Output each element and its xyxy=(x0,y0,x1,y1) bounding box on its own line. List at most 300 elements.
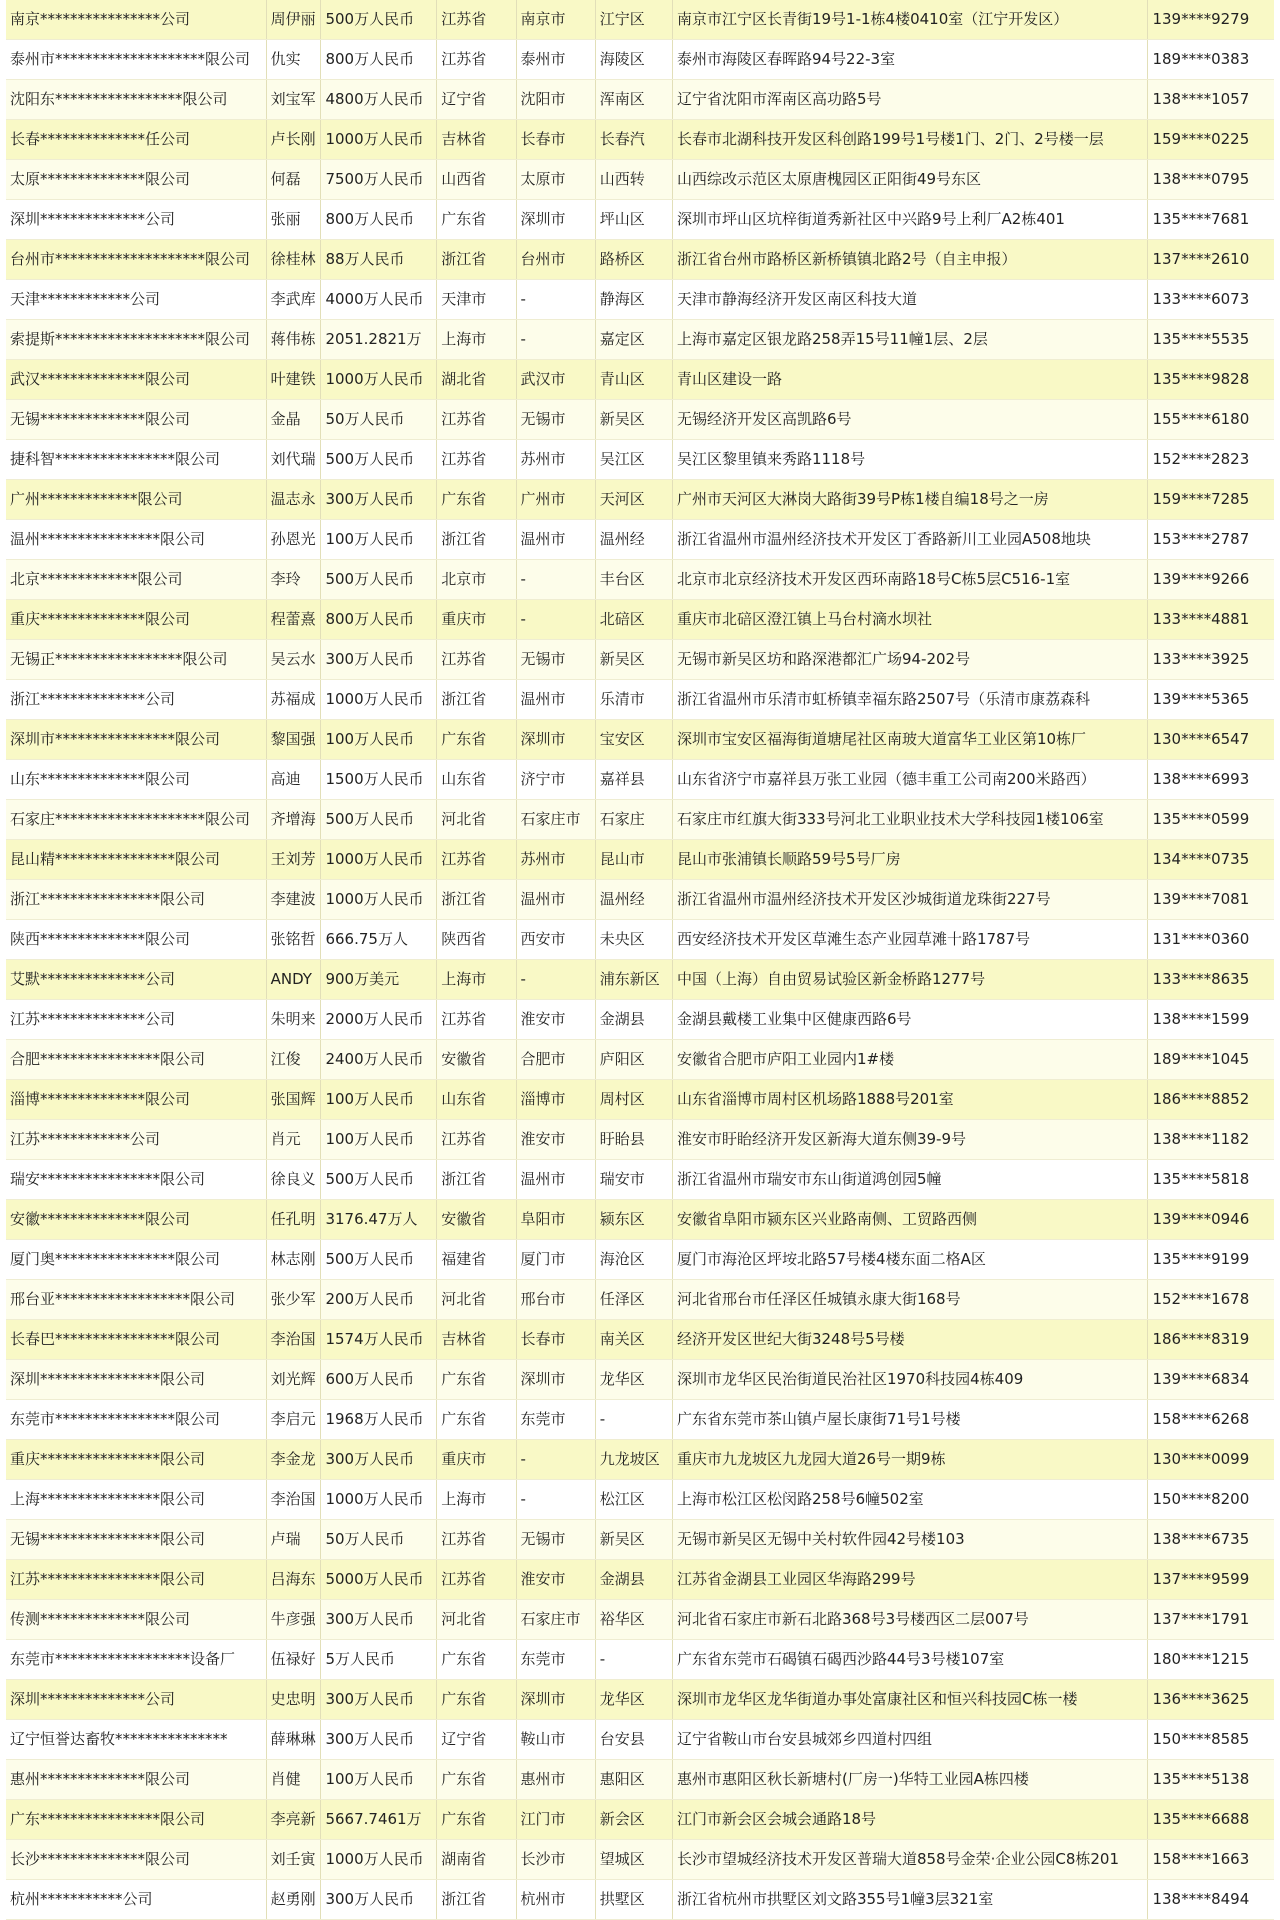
company-name-cell: 山东**************限公司 xyxy=(6,760,266,800)
district-cell: 天河区 xyxy=(595,480,672,520)
province-cell: 浙江省 xyxy=(437,520,516,560)
district-cell: 拱墅区 xyxy=(595,1880,672,1920)
registered-capital-cell: 500万人民币 xyxy=(321,560,437,600)
province-cell: 上海市 xyxy=(437,960,516,1000)
phone-cell: 186****8852 xyxy=(1148,1080,1274,1120)
table-row xyxy=(6,1720,1274,1760)
district-cell: 盱眙县 xyxy=(595,1120,672,1160)
province-cell: 湖北省 xyxy=(437,360,516,400)
registered-capital-cell: 100万人民币 xyxy=(321,1120,437,1160)
city-cell: 东莞市 xyxy=(516,1400,595,1440)
phone-cell: 135****7681 xyxy=(1148,200,1274,240)
registered-capital-cell: 4800万人民币 xyxy=(321,80,437,120)
registered-capital-cell: 3176.47万人 xyxy=(321,1200,437,1240)
legal-rep-cell: 李建波 xyxy=(266,880,321,920)
city-cell: 厦门市 xyxy=(516,1240,595,1280)
city-cell: 江门市 xyxy=(516,1800,595,1840)
company-name-cell: 淄博**************限公司 xyxy=(6,1080,266,1120)
company-name-cell: 无锡**************限公司 xyxy=(6,400,266,440)
phone-cell: 137****9599 xyxy=(1148,1560,1274,1600)
district-cell: 青山区 xyxy=(595,360,672,400)
company-name-cell: 浙江****************限公司 xyxy=(6,880,266,920)
city-cell: - xyxy=(516,1480,595,1520)
province-cell: 重庆市 xyxy=(437,600,516,640)
phone-cell: 135****5535 xyxy=(1148,320,1274,360)
province-cell: 山东省 xyxy=(437,1080,516,1120)
province-cell: 福建省 xyxy=(437,1240,516,1280)
legal-rep-cell: 周伊丽 xyxy=(266,0,321,40)
company-name-cell: 南京****************公司 xyxy=(6,0,266,40)
district-cell: 长春汽 xyxy=(595,120,672,160)
phone-cell: 138****1182 xyxy=(1148,1120,1274,1160)
phone-cell: 130****6547 xyxy=(1148,720,1274,760)
district-cell: 新吴区 xyxy=(595,640,672,680)
province-cell: 江苏省 xyxy=(437,1000,516,1040)
province-cell: 广东省 xyxy=(437,1680,516,1720)
company-name-cell: 重庆**************限公司 xyxy=(6,600,266,640)
city-cell: 合肥市 xyxy=(516,1040,595,1080)
city-cell: 杭州市 xyxy=(516,1880,595,1920)
address-cell: 天津市静海经济开发区南区科技大道 xyxy=(672,280,1148,320)
phone-cell: 130****0099 xyxy=(1148,1440,1274,1480)
city-cell: - xyxy=(516,960,595,1000)
company-name-cell: 深圳市****************限公司 xyxy=(6,720,266,760)
address-cell: 浙江省温州市乐清市虹桥镇幸福东路2507号（乐清市康荔森科 xyxy=(672,680,1148,720)
address-cell: 浙江省温州市温州经济技术开发区丁香路新川工业园A508地块 xyxy=(672,520,1148,560)
address-cell: 金湖县戴楼工业集中区健康西路6号 xyxy=(672,1000,1148,1040)
district-cell: 温州经 xyxy=(595,880,672,920)
phone-cell: 135****9199 xyxy=(1148,1240,1274,1280)
district-cell: 海陵区 xyxy=(595,40,672,80)
registered-capital-cell: 1968万人民币 xyxy=(321,1400,437,1440)
district-cell: 丰台区 xyxy=(595,560,672,600)
table-row xyxy=(6,960,1274,1000)
registered-capital-cell: 500万人民币 xyxy=(321,800,437,840)
registered-capital-cell: 2051.2821万 xyxy=(321,320,437,360)
province-cell: 江苏省 xyxy=(437,40,516,80)
legal-rep-cell: 李治国 xyxy=(266,1480,321,1520)
table-row xyxy=(6,1000,1274,1040)
district-cell: 金湖县 xyxy=(595,1560,672,1600)
legal-rep-cell: 张少军 xyxy=(266,1280,321,1320)
registered-capital-cell: 500万人民币 xyxy=(321,0,437,40)
address-cell: 广州市天河区大淋岗大路街39号P栋1楼自编18号之一房 xyxy=(672,480,1148,520)
company-name-cell: 传测**************限公司 xyxy=(6,1600,266,1640)
address-cell: 山西综改示范区太原唐槐园区正阳街49号东区 xyxy=(672,160,1148,200)
city-cell: - xyxy=(516,600,595,640)
city-cell: 石家庄市 xyxy=(516,800,595,840)
province-cell: 浙江省 xyxy=(437,1160,516,1200)
address-cell: 浙江省温州市温州经济技术开发区沙城街道龙珠街227号 xyxy=(672,880,1148,920)
district-cell: 昆山市 xyxy=(595,840,672,880)
table-row xyxy=(6,1080,1274,1120)
phone-cell: 133****4881 xyxy=(1148,600,1274,640)
address-cell: 浙江省杭州市拱墅区刘文路355号1幢3层321室 xyxy=(672,1880,1148,1920)
phone-cell: 138****0795 xyxy=(1148,160,1274,200)
registered-capital-cell: 5000万人民币 xyxy=(321,1560,437,1600)
company-name-cell: 重庆****************限公司 xyxy=(6,1440,266,1480)
company-name-cell: 惠州**************限公司 xyxy=(6,1760,266,1800)
legal-rep-cell: 李玲 xyxy=(266,560,321,600)
legal-rep-cell: 肖健 xyxy=(266,1760,321,1800)
city-cell: 深圳市 xyxy=(516,720,595,760)
address-cell: 浙江省温州市瑞安市东山街道鸿创园5幢 xyxy=(672,1160,1148,1200)
table-row xyxy=(6,1680,1274,1720)
legal-rep-cell: 吴云水 xyxy=(266,640,321,680)
district-cell: - xyxy=(595,1400,672,1440)
company-name-cell: 安徽**************限公司 xyxy=(6,1200,266,1240)
province-cell: 江苏省 xyxy=(437,640,516,680)
address-cell: 昆山市张浦镇长顺路59号5号厂房 xyxy=(672,840,1148,880)
table-row xyxy=(6,80,1274,120)
legal-rep-cell: 刘光辉 xyxy=(266,1360,321,1400)
district-cell: 海沧区 xyxy=(595,1240,672,1280)
table-row xyxy=(6,1880,1274,1920)
district-cell: 浑南区 xyxy=(595,80,672,120)
phone-cell: 134****0735 xyxy=(1148,840,1274,880)
district-cell: 龙华区 xyxy=(595,1680,672,1720)
registered-capital-cell: 5万人民币 xyxy=(321,1640,437,1680)
table-row xyxy=(6,520,1274,560)
city-cell: 泰州市 xyxy=(516,40,595,80)
registered-capital-cell: 100万人民币 xyxy=(321,1760,437,1800)
city-cell: 淮安市 xyxy=(516,1000,595,1040)
district-cell: 金湖县 xyxy=(595,1000,672,1040)
company-name-cell: 无锡****************限公司 xyxy=(6,1520,266,1560)
address-cell: 重庆市九龙坡区九龙园大道26号一期9栋 xyxy=(672,1440,1148,1480)
legal-rep-cell: 李武库 xyxy=(266,280,321,320)
company-name-cell: 陕西**************限公司 xyxy=(6,920,266,960)
address-cell: 无锡市新吴区坊和路深港都汇广场94-202号 xyxy=(672,640,1148,680)
legal-rep-cell: 苏福成 xyxy=(266,680,321,720)
company-name-cell: 北京*************限公司 xyxy=(6,560,266,600)
district-cell: 新吴区 xyxy=(595,1520,672,1560)
province-cell: 江苏省 xyxy=(437,440,516,480)
phone-cell: 139****7081 xyxy=(1148,880,1274,920)
address-cell: 浙江省台州市路桥区新桥镇镇北路2号（自主申报） xyxy=(672,240,1148,280)
table-row xyxy=(6,800,1274,840)
city-cell: 无锡市 xyxy=(516,1520,595,1560)
legal-rep-cell: 林志刚 xyxy=(266,1240,321,1280)
table-row xyxy=(6,560,1274,600)
address-cell: 惠州市惠阳区秋长新塘村(厂房一)华特工业园A栋四楼 xyxy=(672,1760,1148,1800)
city-cell: 台州市 xyxy=(516,240,595,280)
company-name-cell: 广州*************限公司 xyxy=(6,480,266,520)
company-name-cell: 艾默**************公司 xyxy=(6,960,266,1000)
legal-rep-cell: 李亮新 xyxy=(266,1800,321,1840)
table-row xyxy=(6,120,1274,160)
registered-capital-cell: 200万人民币 xyxy=(321,1280,437,1320)
province-cell: 山西省 xyxy=(437,160,516,200)
province-cell: 广东省 xyxy=(437,480,516,520)
district-cell: 石家庄 xyxy=(595,800,672,840)
province-cell: 天津市 xyxy=(437,280,516,320)
city-cell: 淮安市 xyxy=(516,1560,595,1600)
registered-capital-cell: 800万人民币 xyxy=(321,600,437,640)
province-cell: 广东省 xyxy=(437,200,516,240)
legal-rep-cell: 程蕾熹 xyxy=(266,600,321,640)
company-name-cell: 长沙**************限公司 xyxy=(6,1840,266,1880)
city-cell: 长春市 xyxy=(516,120,595,160)
city-cell: 沈阳市 xyxy=(516,80,595,120)
province-cell: 浙江省 xyxy=(437,1880,516,1920)
district-cell: 静海区 xyxy=(595,280,672,320)
legal-rep-cell: 赵勇刚 xyxy=(266,1880,321,1920)
city-cell: 鞍山市 xyxy=(516,1720,595,1760)
company-name-cell: 深圳**************公司 xyxy=(6,200,266,240)
registered-capital-cell: 666.75万人 xyxy=(321,920,437,960)
table-row xyxy=(6,1400,1274,1440)
table-row xyxy=(6,640,1274,680)
registered-capital-cell: 500万人民币 xyxy=(321,1160,437,1200)
province-cell: 江苏省 xyxy=(437,0,516,40)
table-row xyxy=(6,1360,1274,1400)
address-cell: 河北省邢台市任泽区任城镇永康大街168号 xyxy=(672,1280,1148,1320)
address-cell: 长春市北湖科技开发区科创路199号1号楼1门、2门、2号楼一层 xyxy=(672,120,1148,160)
registered-capital-cell: 50万人民币 xyxy=(321,1520,437,1560)
table-row xyxy=(6,160,1274,200)
province-cell: 安徽省 xyxy=(437,1040,516,1080)
address-cell: 河北省石家庄市新石北路368号3号楼西区二层007号 xyxy=(672,1600,1148,1640)
district-cell: 任泽区 xyxy=(595,1280,672,1320)
city-cell: 温州市 xyxy=(516,520,595,560)
address-cell: 厦门市海沧区坪垵北路57号楼4楼东面二格A区 xyxy=(672,1240,1148,1280)
registered-capital-cell: 1000万人民币 xyxy=(321,1840,437,1880)
city-cell: 无锡市 xyxy=(516,640,595,680)
phone-cell: 152****2823 xyxy=(1148,440,1274,480)
address-cell: 辽宁省沈阳市浑南区高功路5号 xyxy=(672,80,1148,120)
registered-capital-cell: 50万人民币 xyxy=(321,400,437,440)
phone-cell: 189****0383 xyxy=(1148,40,1274,80)
district-cell: 周村区 xyxy=(595,1080,672,1120)
table-row xyxy=(6,1640,1274,1680)
registered-capital-cell: 500万人民币 xyxy=(321,440,437,480)
table-row xyxy=(6,360,1274,400)
phone-cell: 153****2787 xyxy=(1148,520,1274,560)
address-cell: 青山区建设一路 xyxy=(672,360,1148,400)
phone-cell: 133****3925 xyxy=(1148,640,1274,680)
phone-cell: 138****6735 xyxy=(1148,1520,1274,1560)
city-cell: 西安市 xyxy=(516,920,595,960)
phone-cell: 138****1599 xyxy=(1148,1000,1274,1040)
province-cell: 辽宁省 xyxy=(437,80,516,120)
table-row xyxy=(6,200,1274,240)
phone-cell: 139****9266 xyxy=(1148,560,1274,600)
phone-cell: 180****1215 xyxy=(1148,1640,1274,1680)
table-row xyxy=(6,400,1274,440)
table-row xyxy=(6,1440,1274,1480)
city-cell: 石家庄市 xyxy=(516,1600,595,1640)
province-cell: 上海市 xyxy=(437,320,516,360)
address-cell: 上海市松江区松闵路258号6幢502室 xyxy=(672,1480,1148,1520)
table-row xyxy=(6,1760,1274,1800)
company-name-cell: 厦门奥****************限公司 xyxy=(6,1240,266,1280)
company-name-cell: 瑞安****************限公司 xyxy=(6,1160,266,1200)
table-row xyxy=(6,1520,1274,1560)
address-cell: 深圳市坪山区坑梓街道秀新社区中兴路9号上利厂A2栋401 xyxy=(672,200,1148,240)
province-cell: 河北省 xyxy=(437,1280,516,1320)
city-cell: 无锡市 xyxy=(516,400,595,440)
province-cell: 陕西省 xyxy=(437,920,516,960)
district-cell: 未央区 xyxy=(595,920,672,960)
legal-rep-cell: 薛琳琳 xyxy=(266,1720,321,1760)
city-cell: 济宁市 xyxy=(516,760,595,800)
district-cell: 路桥区 xyxy=(595,240,672,280)
city-cell: 淮安市 xyxy=(516,1120,595,1160)
legal-rep-cell: 黎国强 xyxy=(266,720,321,760)
address-cell: 石家庄市红旗大街333号河北工业职业技术大学科技园1楼106室 xyxy=(672,800,1148,840)
address-cell: 深圳市宝安区福海街道塘尾社区南玻大道富华工业区第10栋厂 xyxy=(672,720,1148,760)
company-name-cell: 辽宁恒誉达畜牧*************** xyxy=(6,1720,266,1760)
address-cell: 长沙市望城经济技术开发区普瑞大道858号金荣·企业公园C8栋201 xyxy=(672,1840,1148,1880)
city-cell: - xyxy=(516,320,595,360)
table-row xyxy=(6,1480,1274,1520)
address-cell: 上海市嘉定区银龙路258弄15号11幢1层、2层 xyxy=(672,320,1148,360)
phone-cell: 138****1057 xyxy=(1148,80,1274,120)
table-row xyxy=(6,1320,1274,1360)
table-row xyxy=(6,760,1274,800)
address-cell: 泰州市海陵区春晖路94号22-3室 xyxy=(672,40,1148,80)
district-cell: 瑞安市 xyxy=(595,1160,672,1200)
legal-rep-cell: ANDY xyxy=(266,960,321,1000)
legal-rep-cell: 金晶 xyxy=(266,400,321,440)
district-cell: 新吴区 xyxy=(595,400,672,440)
company-name-cell: 东莞市******************设备厂 xyxy=(6,1640,266,1680)
table-row xyxy=(6,1800,1274,1840)
registered-capital-cell: 2400万人民币 xyxy=(321,1040,437,1080)
legal-rep-cell: 何磊 xyxy=(266,160,321,200)
legal-rep-cell: 刘宝军 xyxy=(266,80,321,120)
city-cell: 邢台市 xyxy=(516,1280,595,1320)
legal-rep-cell: 刘壬寅 xyxy=(266,1840,321,1880)
city-cell: 温州市 xyxy=(516,1160,595,1200)
city-cell: - xyxy=(516,280,595,320)
phone-cell: 155****6180 xyxy=(1148,400,1274,440)
district-cell: 九龙坡区 xyxy=(595,1440,672,1480)
phone-cell: 135****0599 xyxy=(1148,800,1274,840)
registered-capital-cell: 300万人民币 xyxy=(321,640,437,680)
phone-cell: 135****5818 xyxy=(1148,1160,1274,1200)
company-name-cell: 泰州市********************限公司 xyxy=(6,40,266,80)
company-name-cell: 东莞市****************限公司 xyxy=(6,1400,266,1440)
province-cell: 河北省 xyxy=(437,800,516,840)
registered-capital-cell: 2000万人民币 xyxy=(321,1000,437,1040)
city-cell: 苏州市 xyxy=(516,440,595,480)
district-cell: 嘉定区 xyxy=(595,320,672,360)
address-cell: 安徽省合肥市庐阳工业园内1#楼 xyxy=(672,1040,1148,1080)
province-cell: 广东省 xyxy=(437,720,516,760)
address-cell: 无锡市新吴区无锡中关村软件园42号楼103 xyxy=(672,1520,1148,1560)
company-name-cell: 深圳****************限公司 xyxy=(6,1360,266,1400)
phone-cell: 137****1791 xyxy=(1148,1600,1274,1640)
legal-rep-cell: 王刘芳 xyxy=(266,840,321,880)
registered-capital-cell: 5667.7461万 xyxy=(321,1800,437,1840)
registered-capital-cell: 300万人民币 xyxy=(321,1880,437,1920)
legal-rep-cell: 张丽 xyxy=(266,200,321,240)
legal-rep-cell: 卢瑞 xyxy=(266,1520,321,1560)
province-cell: 河北省 xyxy=(437,1600,516,1640)
phone-cell: 139****5365 xyxy=(1148,680,1274,720)
registered-capital-cell: 300万人民币 xyxy=(321,1600,437,1640)
table-row xyxy=(6,440,1274,480)
registered-capital-cell: 800万人民币 xyxy=(321,40,437,80)
province-cell: 江苏省 xyxy=(437,840,516,880)
address-cell: 南京市江宁区长青街19号1-1栋4楼0410室（江宁开发区） xyxy=(672,0,1148,40)
table-row xyxy=(6,720,1274,760)
district-cell: 温州经 xyxy=(595,520,672,560)
company-name-cell: 上海****************限公司 xyxy=(6,1480,266,1520)
district-cell: 惠阳区 xyxy=(595,1760,672,1800)
legal-rep-cell: 李启元 xyxy=(266,1400,321,1440)
district-cell: - xyxy=(595,1640,672,1680)
company-name-cell: 江苏****************限公司 xyxy=(6,1560,266,1600)
phone-cell: 189****1045 xyxy=(1148,1040,1274,1080)
table-row xyxy=(6,1280,1274,1320)
registered-capital-cell: 300万人民币 xyxy=(321,480,437,520)
company-name-cell: 武汉**************限公司 xyxy=(6,360,266,400)
province-cell: 广东省 xyxy=(437,1760,516,1800)
address-cell: 重庆市北碚区澄江镇上马台村滴水坝社 xyxy=(672,600,1148,640)
district-cell: 台安县 xyxy=(595,1720,672,1760)
table-row xyxy=(6,1600,1274,1640)
phone-cell: 133****6073 xyxy=(1148,280,1274,320)
legal-rep-cell: 卢长刚 xyxy=(266,120,321,160)
registered-capital-cell: 88万人民币 xyxy=(321,240,437,280)
address-cell: 深圳市龙华区龙华街道办事处富康社区和恒兴科技园C栋一楼 xyxy=(672,1680,1148,1720)
address-cell: 广东省东莞市茶山镇卢屋长康街71号1号楼 xyxy=(672,1400,1148,1440)
district-cell: 浦东新区 xyxy=(595,960,672,1000)
address-cell: 广东省东莞市石碣镇石碣西沙路44号3号楼107室 xyxy=(672,1640,1148,1680)
legal-rep-cell: 张铭哲 xyxy=(266,920,321,960)
province-cell: 浙江省 xyxy=(437,880,516,920)
province-cell: 广东省 xyxy=(437,1640,516,1680)
city-cell: 长沙市 xyxy=(516,1840,595,1880)
registered-capital-cell: 1000万人民币 xyxy=(321,120,437,160)
district-cell: 北碚区 xyxy=(595,600,672,640)
table-row xyxy=(6,840,1274,880)
city-cell: 广州市 xyxy=(516,480,595,520)
province-cell: 北京市 xyxy=(437,560,516,600)
city-cell: - xyxy=(516,1440,595,1480)
legal-rep-cell: 任孔明 xyxy=(266,1200,321,1240)
city-cell: 太原市 xyxy=(516,160,595,200)
phone-cell: 135****6688 xyxy=(1148,1800,1274,1840)
city-cell: 长春市 xyxy=(516,1320,595,1360)
phone-cell: 158****1663 xyxy=(1148,1840,1274,1880)
registered-capital-cell: 1000万人民币 xyxy=(321,360,437,400)
registered-capital-cell: 1500万人民币 xyxy=(321,760,437,800)
address-cell: 山东省淄博市周村区机场路1888号201室 xyxy=(672,1080,1148,1120)
city-cell: 东莞市 xyxy=(516,1640,595,1680)
table-row xyxy=(6,1160,1274,1200)
table-row xyxy=(6,1120,1274,1160)
phone-cell: 131****0360 xyxy=(1148,920,1274,960)
table-row xyxy=(6,40,1274,80)
table-row xyxy=(6,1560,1274,1600)
province-cell: 江苏省 xyxy=(437,1520,516,1560)
company-name-cell: 昆山精****************限公司 xyxy=(6,840,266,880)
city-cell: 深圳市 xyxy=(516,1680,595,1720)
province-cell: 辽宁省 xyxy=(437,1720,516,1760)
company-name-cell: 江苏**************公司 xyxy=(6,1000,266,1040)
province-cell: 广东省 xyxy=(437,1360,516,1400)
address-cell: 山东省济宁市嘉祥县万张工业园（德丰重工公司南200米路西） xyxy=(672,760,1148,800)
phone-cell: 135****9828 xyxy=(1148,360,1274,400)
table-row xyxy=(6,240,1274,280)
district-cell: 坪山区 xyxy=(595,200,672,240)
city-cell: 深圳市 xyxy=(516,200,595,240)
phone-cell: 186****8319 xyxy=(1148,1320,1274,1360)
